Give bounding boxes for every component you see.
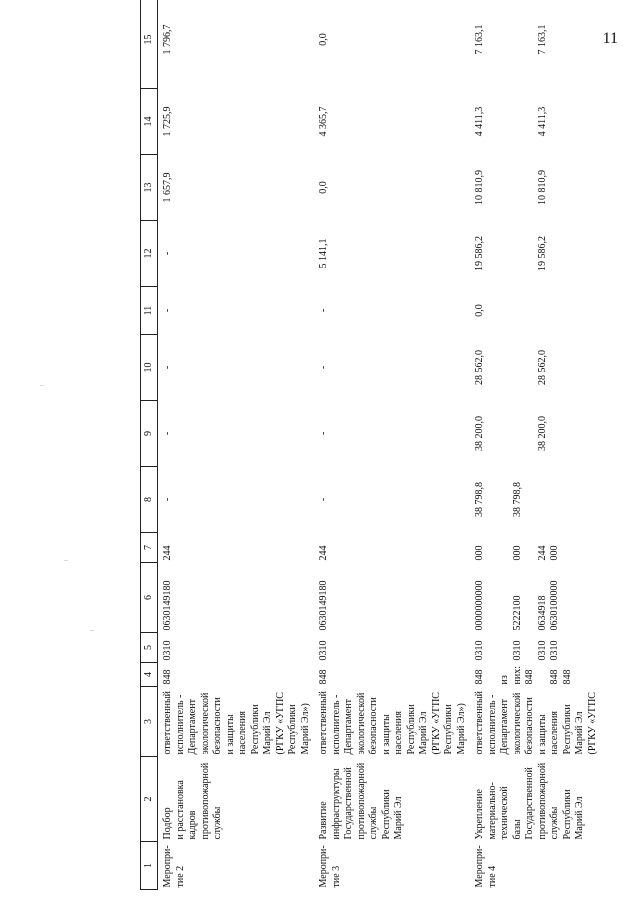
amount-cell: - [162, 365, 173, 370]
activity-number: Меропри- тие 2 [162, 845, 186, 888]
expense-type-code: 244 [318, 545, 329, 561]
amount-cell: 38 200,0 38 200,0 [474, 416, 548, 451]
column-number: 5 [141, 633, 158, 663]
scan-artifact [40, 385, 44, 386]
amount-cell: - [318, 497, 329, 502]
scan-artifact [64, 560, 68, 561]
amount-cell: 1 796,7 [162, 24, 173, 55]
table-row [471, 0, 631, 890]
amount-cell: - [318, 308, 329, 313]
target-article-code: 0630149180 [318, 580, 329, 631]
activity-name: Развитие инфраструктуры Государственной противопожарной службы Республики Марий Эл [318, 762, 404, 840]
budget-table [140, 0, 631, 890]
column-number: 6 [141, 563, 158, 633]
amount-cell: 0,0 [318, 181, 329, 194]
column-number: 1 [141, 842, 158, 890]
amount-cell: 4 411,3 4 411,3 [474, 106, 548, 137]
target-article-code: 0000000000 5222100 0634918 0630100000 [474, 580, 560, 631]
amount-cell: - [162, 251, 173, 256]
column-number: 2 [141, 757, 158, 842]
responsible-executor: ответственный исполнитель - Департамент экологической безопасности и защиты населения Республики Марий Эл (РГКУ «УГПС Республики Марий Эл») [162, 690, 311, 755]
column-number-row [141, 0, 158, 890]
amount-cell: - [318, 365, 329, 370]
activity-number: Меропри- тие 3 [318, 845, 342, 888]
ministry-code: 848 [318, 669, 329, 685]
amount-cell: 19 586,2 19 586,2 [474, 236, 548, 271]
amount-cell: 28 562,0 28 562,0 [474, 350, 548, 385]
column-number: 14 [141, 89, 158, 155]
amount-cell: 38 798,8 38 798,8 [474, 482, 523, 517]
amount-cell: 1 725,9 [162, 106, 173, 137]
table-row [158, 0, 316, 890]
column-number: 13 [141, 155, 158, 221]
amount-cell: - [162, 308, 173, 313]
target-article-code: 0630149180 [162, 580, 173, 631]
rotated-table-block [140, 24, 615, 890]
section-code: 0310 [318, 640, 329, 661]
responsible-executor: ответственный исполнитель - Департамент экологической безопасности и защиты населения Республики Марий Эл (РГКУ «УГПС [474, 690, 598, 755]
amount-cell: - [162, 497, 173, 502]
ministry-code: 848 [162, 669, 173, 685]
amount-cell: 10 810,9 10 810,9 [474, 170, 548, 205]
section-code: 0310 [162, 640, 173, 661]
amount-cell: 0,0 [318, 33, 329, 46]
ministry-code: 848 из них: 848 848 848 [474, 666, 573, 685]
activity-number: Меропри- тие 4 [474, 845, 498, 888]
amount-cell: - [162, 431, 173, 436]
amount-cell: 1 657,9 [162, 172, 173, 203]
column-number: 3 [141, 687, 158, 757]
page-number: 11 [602, 30, 618, 47]
amount-cell: 0,0 [474, 304, 485, 317]
amount-cell: 5 141,1 [318, 238, 329, 269]
activity-name: Укрепление материально- технической базы Государственной противопожарной службы Республики Марий Эл [474, 762, 585, 840]
expense-type-code: 244 [162, 545, 173, 561]
column-number: 7 [141, 533, 158, 563]
table-row [315, 0, 471, 890]
column-number: 9 [141, 401, 158, 467]
column-number: 4 [141, 663, 158, 687]
responsible-executor: ответственный исполнитель - Департамент экологической безопасности и защиты населения Республики Марий Эл (РГКУ «УГПС Республики Марий Эл») [318, 690, 467, 755]
column-number: 15 [141, 0, 158, 89]
amount-cell: - [318, 431, 329, 436]
column-number: 11 [141, 287, 158, 335]
column-number: 8 [141, 467, 158, 533]
amount-cell: 7 163,1 7 163,1 [474, 24, 548, 55]
column-number: 12 [141, 221, 158, 287]
activity-name: Подбор и расстановка кадров противопожарной службы [162, 762, 223, 840]
expense-type-code: 000 000 244 000 [474, 545, 560, 561]
amount-cell: 4 365,7 [318, 106, 329, 137]
section-code: 0310 0310 0310 0310 [474, 640, 560, 661]
column-number: 10 [141, 335, 158, 401]
scan-artifact [90, 630, 94, 631]
